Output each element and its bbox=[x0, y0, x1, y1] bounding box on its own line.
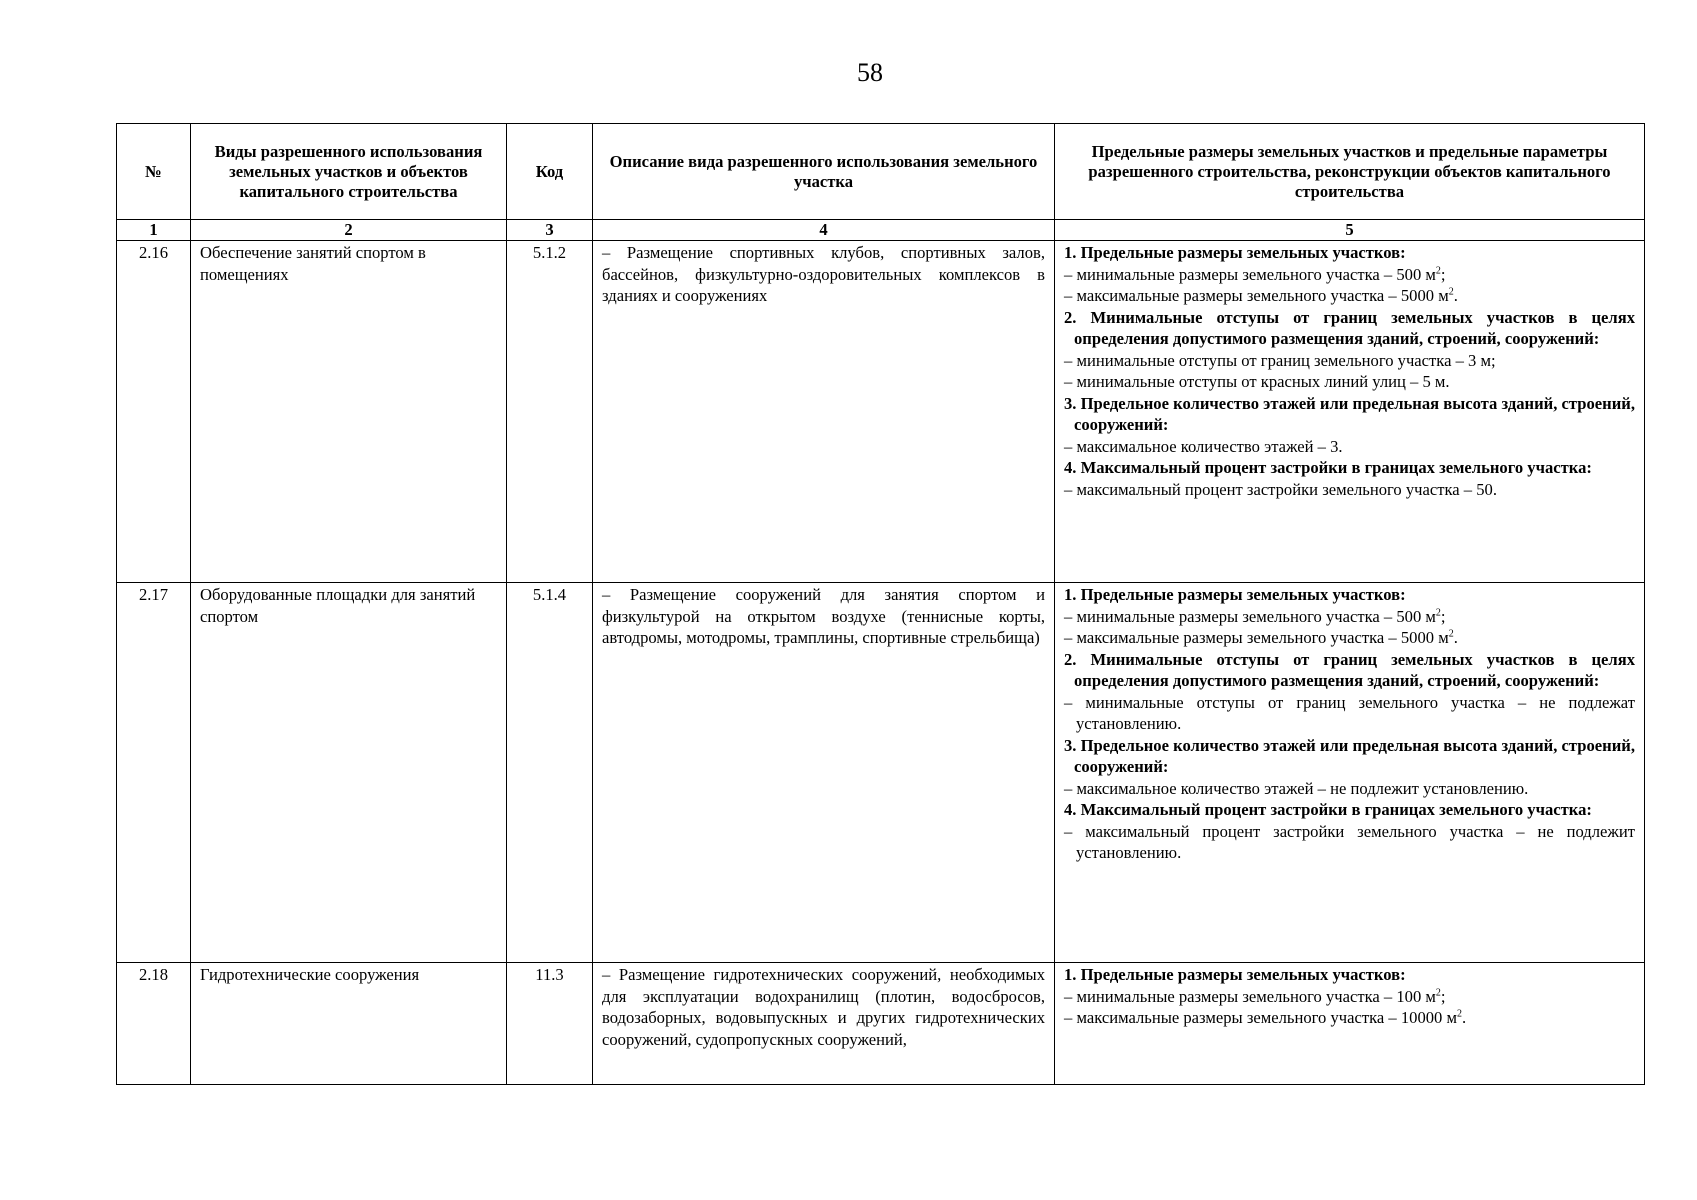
param-item bbox=[1064, 627, 1635, 649]
superscript: 2 bbox=[1435, 264, 1441, 276]
description-cell: – Размещение спортивных клубов, спортивных залов, бассейнов, физкультурно-оздоровительных комплексов в зданиях и сооружениях bbox=[593, 241, 1055, 583]
header-use-type: Виды разрешенного использования земельных участков и объектов капитального строительства bbox=[191, 124, 507, 220]
param-text-end: . bbox=[1453, 286, 1458, 305]
param-item: – максимальный процент застройки земельного участка – 50. bbox=[1064, 479, 1497, 499]
param-item: – минимальные отступы от границ земельного участка – 3 м; bbox=[1064, 350, 1496, 370]
use-type-cell: Гидротехнические сооружения bbox=[191, 963, 507, 1085]
param-text-end: ; bbox=[1440, 606, 1446, 626]
superscript: 2 bbox=[1435, 986, 1441, 998]
param-item: – максимальное количество этажей – не подлежит установлению. bbox=[1064, 778, 1529, 798]
code-cell: 5.1.4 bbox=[507, 583, 593, 963]
param-item bbox=[1064, 285, 1635, 307]
header-code: Код bbox=[507, 124, 593, 220]
description-cell: – Размещение гидротехнических сооружений, необходимых для эксплуатации водохранилищ (плотин, водосбросов, водозаборных, водовыпускных и других гидротехнических сооружений, судопропускных сооружений, bbox=[593, 963, 1055, 1085]
use-type-cell: Оборудованные площадки для занятий спортом bbox=[191, 583, 507, 963]
param-text: – максимальные размеры земельного участка – 5000 м bbox=[1064, 628, 1449, 647]
superscript: 2 bbox=[1448, 286, 1454, 298]
superscript: 2 bbox=[1435, 606, 1441, 618]
row-number: 2.17 bbox=[117, 583, 191, 963]
header-number: № bbox=[117, 124, 191, 220]
param-heading: 1. Предельные размеры земельных участков: bbox=[1064, 965, 1406, 984]
column-number: 4 bbox=[593, 220, 1055, 241]
param-text-end: . bbox=[1462, 1008, 1467, 1027]
header-description: Описание вида разрешенного использования земельного участка bbox=[593, 124, 1055, 220]
land-use-table bbox=[116, 123, 1645, 1085]
code-cell: 5.1.2 bbox=[507, 241, 593, 583]
header-parameters: Предельные размеры земельных участков и предельные параметры разрешенного строительства, реконструкции объектов капитального строительства bbox=[1055, 124, 1645, 220]
param-text: – минимальные размеры земельного участка – 500 м bbox=[1064, 606, 1436, 626]
param-item: – минимальные отступы от красных линий улиц – 5 м. bbox=[1064, 372, 1450, 391]
param-item bbox=[1064, 1007, 1635, 1029]
parameters-cell bbox=[1055, 241, 1645, 583]
param-item: – максимальный процент застройки земельного участка – не подлежит установлению. bbox=[1064, 821, 1635, 862]
param-heading: 1. Предельные размеры земельных участков: bbox=[1064, 243, 1406, 262]
param-item: – максимальное количество этажей – 3. bbox=[1064, 436, 1343, 456]
param-item bbox=[1064, 264, 1635, 286]
page-number: 58 bbox=[857, 58, 883, 87]
row-number: 2.18 bbox=[117, 963, 191, 1085]
param-text: – максимальные размеры земельного участка – 5000 м bbox=[1064, 286, 1449, 305]
param-text-end: ; bbox=[1440, 264, 1446, 284]
param-item bbox=[1064, 986, 1635, 1008]
description-cell: – Размещение сооружений для занятия спортом и физкультурой на открытом воздухе (теннисные корты, автодромы, мотодромы, трамплины, спортивные стрельбища) bbox=[593, 583, 1055, 963]
table-header-row bbox=[117, 124, 1645, 220]
column-number: 3 bbox=[507, 220, 593, 241]
param-heading: 3. Предельное количество этажей или предельная высота зданий, строений, сооружений: bbox=[1064, 393, 1635, 434]
code-cell: 11.3 bbox=[507, 963, 593, 1085]
column-number: 2 bbox=[191, 220, 507, 241]
param-text: – минимальные размеры земельного участка – 100 м bbox=[1064, 986, 1436, 1006]
param-heading: 4. Максимальный процент застройки в границах земельного участка: bbox=[1064, 800, 1592, 819]
table-row bbox=[117, 241, 1645, 583]
param-item bbox=[1064, 606, 1635, 628]
table-row bbox=[117, 963, 1645, 1085]
param-text-end: . bbox=[1453, 628, 1458, 647]
param-heading: 1. Предельные размеры земельных участков: bbox=[1064, 585, 1406, 604]
param-text: – максимальные размеры земельного участка – 10000 м bbox=[1064, 1008, 1457, 1027]
param-heading: 4. Максимальный процент застройки в границах земельного участка: bbox=[1064, 458, 1592, 477]
param-text-end: ; bbox=[1440, 986, 1446, 1006]
row-number: 2.16 bbox=[117, 241, 191, 583]
superscript: 2 bbox=[1457, 1008, 1462, 1020]
param-heading: 3. Предельное количество этажей или предельная высота зданий, строений, сооружений: bbox=[1064, 735, 1635, 776]
parameters-cell bbox=[1055, 583, 1645, 963]
parameters-cell bbox=[1055, 963, 1645, 1085]
superscript: 2 bbox=[1448, 628, 1454, 640]
param-text: – минимальные размеры земельного участка – 500 м bbox=[1064, 264, 1436, 284]
param-heading: 2. Минимальные отступы от границ земельных участков в целях определения допустимого размещения зданий, строений, сооружений: bbox=[1064, 649, 1635, 690]
column-number: 1 bbox=[117, 220, 191, 241]
column-number: 5 bbox=[1055, 220, 1645, 241]
table-row bbox=[117, 583, 1645, 963]
param-item: – минимальные отступы от границ земельного участка – не подлежат установлению. bbox=[1064, 692, 1635, 733]
param-heading: 2. Минимальные отступы от границ земельных участков в целях определения допустимого размещения зданий, строений, сооружений: bbox=[1064, 307, 1635, 348]
column-numbers-row bbox=[117, 220, 1645, 241]
use-type-cell: Обеспечение занятий спортом в помещениях bbox=[191, 241, 507, 583]
